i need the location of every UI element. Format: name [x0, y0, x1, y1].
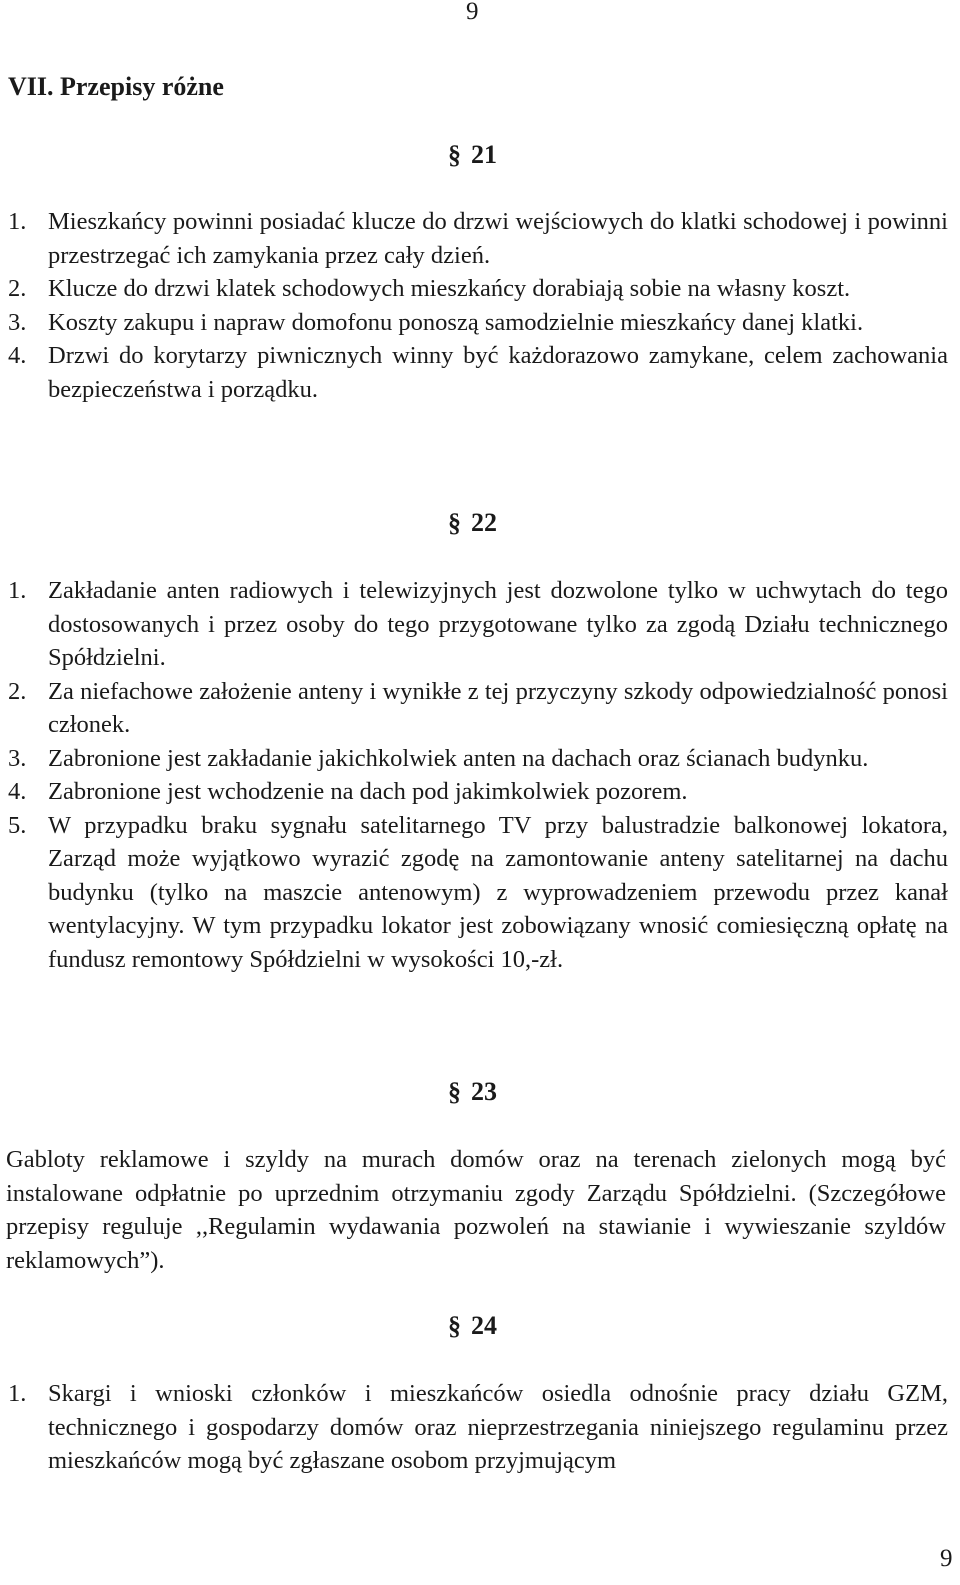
list-item — [8, 775, 948, 809]
list-item — [8, 306, 948, 340]
list-item — [8, 574, 948, 675]
section-number: 24 — [471, 1311, 497, 1340]
list-item — [8, 742, 948, 776]
item-text: Mieszkańcy powinni posiadać klucze do drzwi wejściowych do klatki schodowej i powinni przestrzegać ich zamykania przez cały dzień. — [48, 208, 948, 269]
item-number: 2. — [8, 677, 27, 705]
item-number: 4. — [8, 342, 27, 369]
chapter-title: VII. Przepisy różne — [8, 72, 224, 101]
item-text: Drzwi do korytarzy piwnicznych winny być każdorazowo zamykane, celem zachowania bezpieczeństwa i porządku. — [48, 342, 948, 403]
item-text: Koszty zakupu i napraw domofonu ponoszą samodzielnie mieszkańcy danej klatki. — [48, 308, 864, 336]
item-text: Klucze do drzwi klatek schodowych mieszkańcy dorabiają sobie na własny koszt. — [48, 275, 851, 302]
list-item — [8, 272, 948, 306]
item-number: 3. — [8, 744, 27, 772]
item-text: Za niefachowe założenie anteny i wynikłe z tej przyczyny szkody odpowiedzialność ponosi członek. — [48, 677, 948, 738]
item-number: 2. — [8, 275, 27, 302]
item-text: Skargi i wnioski członków i mieszkańców osiedla odnośnie pracy działu GZM, technicznego i gospodarzy domów oraz nieprzestrzegania niniejszego regulaminu przez mieszkańców mogą być zgłaszane osobom przyjmującym — [48, 1380, 948, 1474]
item-number: 4. — [8, 778, 27, 805]
item-number: 3. — [8, 308, 27, 336]
list-item — [8, 339, 948, 406]
section-number: 21 — [471, 140, 497, 169]
section-heading-22 — [448, 508, 497, 538]
section-symbol: § — [448, 140, 461, 169]
item-number: 1. — [8, 577, 27, 604]
section-22-list — [8, 574, 948, 976]
section-heading-21 — [448, 140, 497, 170]
section-21-list — [8, 205, 948, 406]
list-item — [8, 809, 948, 977]
section-heading-23 — [448, 1077, 497, 1107]
list-item — [8, 1377, 948, 1478]
section-symbol: § — [448, 1077, 461, 1106]
list-item — [8, 205, 948, 272]
section-symbol: § — [448, 508, 461, 537]
item-number: 1. — [8, 208, 27, 235]
section-number: 23 — [471, 1077, 497, 1106]
list-item — [8, 675, 948, 742]
section-number: 22 — [471, 508, 497, 537]
item-text: W przypadku braku sygnału satelitarnego TV przy balustradzie balkonowej lokatora, Zarząd może wyjątkowo wyrazić zgodę na zamontowanie anteny satelitarnej na dachu budynku (tylko na maszcie antenowym) z wyprowadzeniem przewodu przez kanał wentylacyjny. W tym przypadku lokator jest zobowiązany wnosić comiesięczną opłatę na fundusz remontowy Spółdzielni w wysokości 10,-zł. — [48, 811, 948, 973]
item-text: Zakładanie anten radiowych i telewizyjnych jest dozwolone tylko w uchwytach do tego dostosowanych i przez osoby do tego przygotowane tylko za zgodą Działu technicznego Spółdzielni. — [48, 577, 948, 671]
page-number-top: 9 — [466, 0, 479, 25]
section-24-list — [8, 1377, 948, 1478]
section-heading-24 — [448, 1311, 497, 1341]
section-23-paragraph: Gabloty reklamowe i szyldy na murach domów oraz na terenach zielonych mogą być instalowane odpłatnie po uprzednim otrzymaniu zgody Zarządu Spółdzielni. (Szczegółowe przepisy reguluje ,,Regulamin wydawania pozwoleń na stawianie i wywieszanie szyldów reklamowych”). — [6, 1146, 946, 1274]
item-number: 5. — [8, 811, 27, 839]
item-text: Zabronione jest wchodzenie na dach pod jakimkolwiek pozorem. — [48, 778, 688, 805]
item-number: 1. — [8, 1380, 27, 1407]
section-symbol: § — [448, 1311, 461, 1340]
item-text: Zabronione jest zakładanie jakichkolwiek anten na dachach oraz ścianach budynku. — [48, 744, 869, 772]
page-number-bottom: 9 — [940, 1545, 953, 1572]
